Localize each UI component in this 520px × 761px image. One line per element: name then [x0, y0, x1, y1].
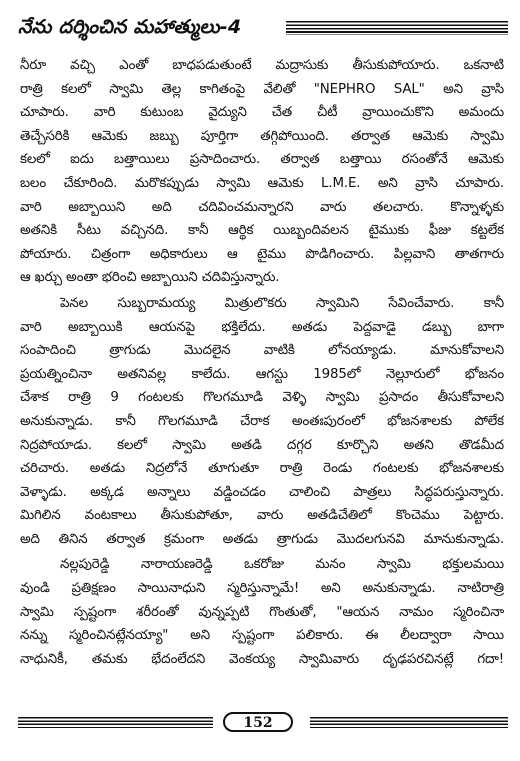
paragraph-2	[20, 292, 504, 552]
text-line: పెనల సుబ్బరామయ్య మిత్రులొకరు స్వామిని సేవించేవారు. కానీ	[60, 295, 504, 311]
text-line: ఆ ఖర్చు అంతా భరించి అబ్బాయిని చదివిస్తున్నారు.	[20, 270, 280, 286]
paragraph-1	[20, 54, 504, 290]
text-line: చరిచారు. అతడు నిద్రలోనే తూగుతూ రాత్రి రెండు గంటలకు భోజనశాలకు	[20, 461, 504, 477]
footer-rule-left	[18, 717, 213, 728]
text-line: వుండి ప్రతిక్షణం సాయినాధుని స్మరిస్తున్నామే! అని అనుకున్నాడు. నాటిరాత్రి	[20, 581, 504, 597]
text-line: వెళ్ళాడు. అక్కడ అన్నాలు వడ్డించడం చాలించి పాత్రలు సిద్ధపరుస్తున్నారు.	[20, 484, 504, 500]
text-line: అనుకున్నాడు. కానీ గొలగమూడి చేరాక అంతఃపురంలో భోజనశాలకు పోలేక	[20, 413, 504, 429]
text-line: ప్రయత్నించినా అతనివల్ల కాలేదు. ఆగస్టు 1985లో నెల్లూరులో భోజనం	[20, 366, 504, 382]
page-body	[20, 54, 504, 671]
text-line: కలలో ఐదు బత్తాయిలు ప్రసాదించారు. తర్వాత బత్తాయి రసంతోనే ఆమెకు	[20, 152, 504, 168]
text-line: వారి అబ్బాయిని అది చదివించమన్నారని వారు తలచారు. కొన్నాళ్ళకు	[20, 199, 504, 215]
text-line: నిద్రపోయాడు. కలలో స్వామి అతడి దగ్గర కూర్చొని అతని తొడమీద	[20, 437, 504, 453]
text-line: నన్ను స్మరించినట్లేనయ్యా" అని స్పష్టంగా పలికారు. ఈ లీలద్వారా సాయి	[20, 628, 504, 644]
paragraph-3	[20, 553, 504, 671]
text-line: తెచ్చేసరికి ఆమెకు జబ్బు పూర్తిగా తగ్గిపోయింది. తర్వాత ఆమెకు స్వామి	[20, 128, 504, 144]
text-line: నల్లపురెడ్డి నారాయణరెడ్డి ఒకరోజు మనం స్వామి భక్తులమయి	[60, 557, 504, 573]
text-line: నాధునికీ, తమకు భేదంలేదని వెంకయ్య స్వామివారు దృఢపరచినట్లే గదా!	[20, 651, 504, 667]
text-line: వారి అబ్బాయికి ఆయనపై భక్తిలేదు. అతడు పెద్దవాడై డబ్బు బాగా	[20, 319, 504, 335]
text-line: రాత్రి కలలో స్వామి తెల్ల కాగితంపై వేలితో "NEPHRO SAL" అని వ్రాసి	[20, 81, 504, 97]
header-rule-lines	[286, 21, 508, 35]
running-header	[18, 14, 508, 44]
page-number-badge: 152	[223, 712, 293, 732]
page-footer	[18, 712, 508, 732]
text-line: చేశాక రాత్రి 9 గంటలకు గొలగమూడి వెళ్ళి స్వామి ప్రసాదం తీసుకోవాలని	[20, 390, 504, 406]
text-line: నీరూ వచ్చి ఎంతో బాధపడుతుంటే మద్రాసుకు తీసుకుపోయారు. ఒకనాటి	[20, 58, 504, 73]
text-line: బలం చేకూరింది. మరొకప్పుడు స్వామి ఆమెకు L.M.E. అని వ్రాసి చూపారు.	[20, 175, 504, 191]
text-line: సంపాదించి త్రాగుడు మొదలైన వాటికి లోనయ్యాడు. మానుకోవాలని	[20, 343, 504, 359]
text-line: అతనికి సీటు వచ్చినది. కానీ ఆర్థిక యిబ్బందివలన టైముకు ఫీజు కట్టలేక	[20, 223, 504, 239]
book-title: నేను దర్శించిన మహాత్ములు-4	[18, 16, 242, 38]
text-line: పోయారు. చిత్రంగా అధికారులు ఆ టైము పొడిగించారు. పిల్లవాని తాతగారు	[20, 246, 504, 262]
text-line: అది తినిన తర్వాత క్రమంగా అతడు త్రాగుడు మొదలగునవి మానుకున్నాడు.	[20, 531, 504, 547]
footer-rule-right	[310, 717, 508, 728]
text-line: స్వామి స్పష్టంగా శరీరంతో వున్నప్పటి గొంతుతో, "ఆయన నామం స్మరించినా	[20, 604, 504, 620]
text-line: మిగిలిన వంటకాలు తీసుకుపోతూ, వారు అతడిచేతిలో కొంచెము పెట్టారు.	[20, 508, 504, 524]
text-line: చూపారు. వారి కుటుంబ వైద్యుని చేత చీటీ వ్రాయించుకొని అమందు	[20, 105, 504, 121]
